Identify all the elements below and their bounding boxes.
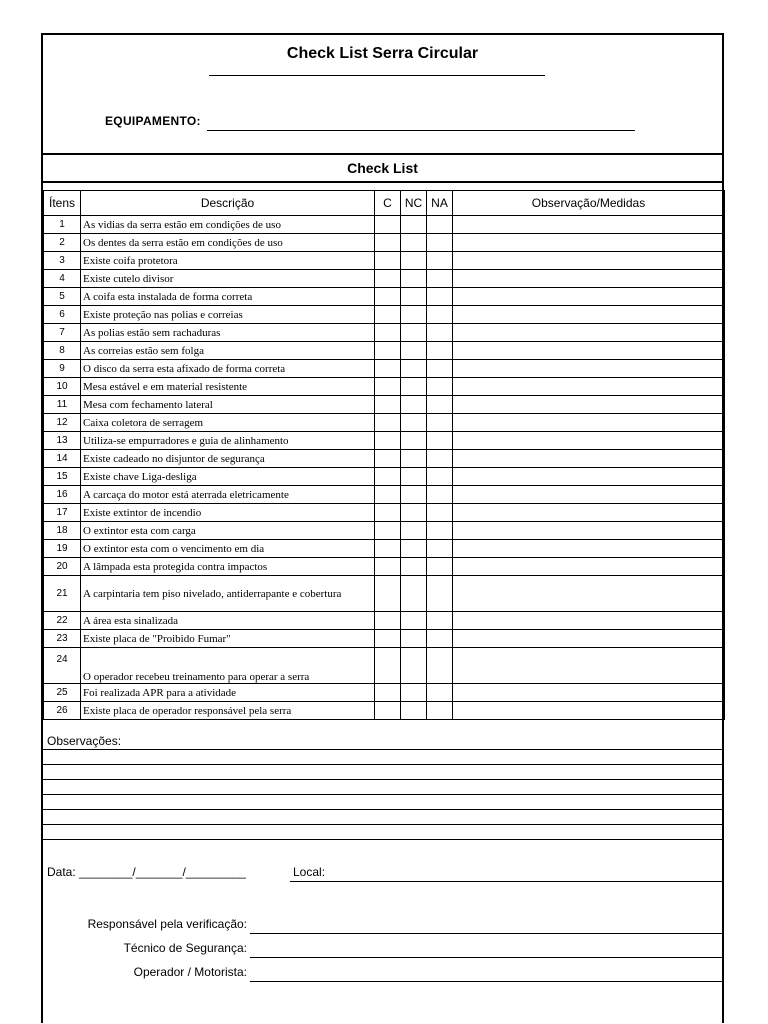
item-description: Existe proteção nas polias e correias: [81, 306, 375, 324]
check-cell-na[interactable]: [427, 702, 453, 720]
check-cell-c[interactable]: [375, 252, 401, 270]
check-cell-nc[interactable]: [401, 396, 427, 414]
check-cell-na[interactable]: [427, 522, 453, 540]
item-description: A lâmpada esta protegida contra impactos: [81, 558, 375, 576]
item-number: 18: [44, 522, 81, 540]
check-cell-c[interactable]: [375, 576, 401, 612]
check-cell-c[interactable]: [375, 540, 401, 558]
observacao-cell[interactable]: [453, 288, 725, 306]
check-cell-nc[interactable]: [401, 342, 427, 360]
observacao-cell[interactable]: [453, 486, 725, 504]
section-title: Check List: [347, 160, 418, 176]
check-cell-c[interactable]: [375, 360, 401, 378]
item-description: As vidias da serra estão em condições de uso: [81, 216, 375, 234]
responsavel-label: Responsável pela verificação:: [87, 917, 247, 931]
data-field[interactable]: Data: ________/_______/_________: [47, 865, 246, 879]
check-cell-nc[interactable]: [401, 306, 427, 324]
form-title: Check List Serra Circular: [286, 45, 479, 62]
observacao-line[interactable]: [43, 839, 722, 840]
title-underline: [209, 75, 545, 76]
item-number: 6: [44, 306, 81, 324]
check-cell-na[interactable]: [427, 234, 453, 252]
table-row: [44, 252, 725, 270]
item-number: 11: [44, 396, 81, 414]
item-number: 10: [44, 378, 81, 396]
item-number: 19: [44, 540, 81, 558]
check-cell-c[interactable]: [375, 324, 401, 342]
check-cell-nc[interactable]: [401, 540, 427, 558]
item-description: Existe placa de "Proibido Fumar": [81, 630, 375, 648]
item-number: 24: [44, 648, 81, 684]
check-cell-c[interactable]: [375, 522, 401, 540]
observacao-cell[interactable]: [453, 360, 725, 378]
item-description: As correias estão sem folga: [81, 342, 375, 360]
observacao-cell[interactable]: [453, 540, 725, 558]
check-cell-na[interactable]: [427, 450, 453, 468]
section-divider: [43, 153, 722, 155]
check-cell-c[interactable]: [375, 630, 401, 648]
check-cell-na[interactable]: [427, 648, 453, 684]
check-cell-nc[interactable]: [401, 648, 427, 684]
item-description: A coifa esta instalada de forma correta: [81, 288, 375, 306]
observacoes-label: Observações:: [47, 734, 122, 748]
check-cell-na[interactable]: [427, 342, 453, 360]
check-cell-c[interactable]: [375, 414, 401, 432]
equipment-field-line[interactable]: [207, 130, 635, 131]
item-number: 16: [44, 486, 81, 504]
check-cell-nc[interactable]: [401, 234, 427, 252]
item-description: O operador recebeu treinamento para operar a serra: [81, 648, 375, 684]
item-number: 5: [44, 288, 81, 306]
table-row: [44, 612, 725, 630]
check-cell-na[interactable]: [427, 288, 453, 306]
item-number: 25: [44, 684, 81, 702]
item-description: Existe cadeado no disjuntor de segurança: [81, 450, 375, 468]
observacao-cell[interactable]: [453, 378, 725, 396]
section-divider: [43, 181, 722, 183]
observacao-cell[interactable]: [453, 558, 725, 576]
item-number: 21: [44, 576, 81, 612]
item-description: Existe cutelo divisor: [81, 270, 375, 288]
check-cell-na[interactable]: [427, 468, 453, 486]
check-cell-c[interactable]: [375, 612, 401, 630]
table-row: [44, 648, 725, 684]
checklist-table: [43, 190, 725, 720]
observacao-line[interactable]: [43, 794, 722, 795]
check-cell-c[interactable]: [375, 432, 401, 450]
column-header-c: C: [375, 191, 401, 216]
table-row: [44, 432, 725, 450]
table-row: [44, 486, 725, 504]
check-cell-na[interactable]: [427, 504, 453, 522]
item-description: A área esta sinalizada: [81, 612, 375, 630]
item-description: Existe placa de operador responsável pela serra: [81, 702, 375, 720]
check-cell-na[interactable]: [427, 216, 453, 234]
observacao-cell[interactable]: [453, 306, 725, 324]
table-row: [44, 324, 725, 342]
observacao-cell[interactable]: [453, 702, 725, 720]
table-row: [44, 342, 725, 360]
item-number: 20: [44, 558, 81, 576]
check-cell-nc[interactable]: [401, 378, 427, 396]
table-row: [44, 414, 725, 432]
check-cell-nc[interactable]: [401, 324, 427, 342]
check-cell-nc[interactable]: [401, 450, 427, 468]
check-cell-nc[interactable]: [401, 684, 427, 702]
item-description: O disco da serra esta afixado de forma correta: [81, 360, 375, 378]
item-number: 26: [44, 702, 81, 720]
table-row: [44, 468, 725, 486]
table-row: [44, 702, 725, 720]
item-number: 2: [44, 234, 81, 252]
table-row: [44, 576, 725, 612]
checklist-form: [41, 33, 724, 1023]
check-cell-na[interactable]: [427, 306, 453, 324]
table-header-row: [44, 191, 725, 216]
table-row: [44, 234, 725, 252]
item-description: Foi realizada APR para a atividade: [81, 684, 375, 702]
item-description: A carpintaria tem piso nivelado, antiderrapante e cobertura: [81, 576, 375, 612]
check-cell-na[interactable]: [427, 612, 453, 630]
item-number: 9: [44, 360, 81, 378]
operador-signature-line[interactable]: [250, 981, 724, 982]
check-cell-na[interactable]: [427, 252, 453, 270]
check-cell-c[interactable]: [375, 558, 401, 576]
table-row: [44, 630, 725, 648]
check-cell-nc[interactable]: [401, 576, 427, 612]
table-row: [44, 360, 725, 378]
check-cell-na[interactable]: [427, 486, 453, 504]
item-description: O extintor esta com o vencimento em dia: [81, 540, 375, 558]
observacao-line[interactable]: [43, 779, 722, 780]
table-row: [44, 522, 725, 540]
check-cell-na[interactable]: [427, 270, 453, 288]
observacao-cell[interactable]: [453, 216, 725, 234]
check-cell-na[interactable]: [427, 414, 453, 432]
item-description: Caixa coletora de serragem: [81, 414, 375, 432]
item-description: A carcaça do motor está aterrada eletricamente: [81, 486, 375, 504]
item-description: As polias estão sem rachaduras: [81, 324, 375, 342]
item-description: Existe extintor de incendio: [81, 504, 375, 522]
check-cell-nc[interactable]: [401, 702, 427, 720]
observacao-cell[interactable]: [453, 324, 725, 342]
check-cell-c[interactable]: [375, 216, 401, 234]
item-description: O extintor esta com carga: [81, 522, 375, 540]
table-row: [44, 540, 725, 558]
observacao-cell[interactable]: [453, 630, 725, 648]
check-cell-nc[interactable]: [401, 468, 427, 486]
column-header-itens: Ítens: [44, 191, 81, 216]
check-cell-nc[interactable]: [401, 270, 427, 288]
check-cell-c[interactable]: [375, 288, 401, 306]
item-number: 13: [44, 432, 81, 450]
observacao-cell[interactable]: [453, 576, 725, 612]
observacao-cell[interactable]: [453, 270, 725, 288]
check-cell-na[interactable]: [427, 540, 453, 558]
table-row: [44, 684, 725, 702]
observacao-cell[interactable]: [453, 522, 725, 540]
item-number: 12: [44, 414, 81, 432]
check-cell-na[interactable]: [427, 630, 453, 648]
observacao-cell[interactable]: [453, 234, 725, 252]
check-cell-c[interactable]: [375, 234, 401, 252]
item-number: 8: [44, 342, 81, 360]
check-cell-c[interactable]: [375, 378, 401, 396]
observacao-cell[interactable]: [453, 684, 725, 702]
item-number: 22: [44, 612, 81, 630]
check-cell-nc[interactable]: [401, 558, 427, 576]
observacao-cell[interactable]: [453, 468, 725, 486]
table-row: [44, 288, 725, 306]
observacao-cell[interactable]: [453, 396, 725, 414]
observacao-cell[interactable]: [453, 450, 725, 468]
observacao-line[interactable]: [43, 749, 722, 750]
check-cell-na[interactable]: [427, 432, 453, 450]
check-cell-c[interactable]: [375, 468, 401, 486]
check-cell-nc[interactable]: [401, 522, 427, 540]
check-cell-c[interactable]: [375, 306, 401, 324]
check-cell-nc[interactable]: [401, 504, 427, 522]
check-cell-c[interactable]: [375, 648, 401, 684]
local-field-line[interactable]: [290, 881, 724, 882]
check-cell-nc[interactable]: [401, 288, 427, 306]
observacao-cell[interactable]: [453, 432, 725, 450]
check-cell-c[interactable]: [375, 684, 401, 702]
item-number: 7: [44, 324, 81, 342]
item-description: Os dentes da serra estão em condições de uso: [81, 234, 375, 252]
check-cell-nc[interactable]: [401, 414, 427, 432]
item-number: 14: [44, 450, 81, 468]
local-label: Local:: [293, 865, 326, 879]
observacao-cell[interactable]: [453, 504, 725, 522]
observacao-cell[interactable]: [453, 414, 725, 432]
observacao-line[interactable]: [43, 824, 722, 825]
check-cell-c[interactable]: [375, 270, 401, 288]
responsavel-signature-line[interactable]: [250, 933, 724, 934]
item-number: 1: [44, 216, 81, 234]
observacao-line[interactable]: [43, 809, 722, 810]
check-cell-na[interactable]: [427, 324, 453, 342]
check-cell-na[interactable]: [427, 360, 453, 378]
column-header-nc: NC: [401, 191, 427, 216]
check-cell-na[interactable]: [427, 396, 453, 414]
check-cell-c[interactable]: [375, 702, 401, 720]
equipment-label: EQUIPAMENTO:: [105, 114, 201, 128]
item-number: 17: [44, 504, 81, 522]
observacao-cell[interactable]: [453, 342, 725, 360]
observacao-cell[interactable]: [453, 648, 725, 684]
item-description: Mesa estável e em material resistente: [81, 378, 375, 396]
check-cell-na[interactable]: [427, 558, 453, 576]
check-cell-c[interactable]: [375, 396, 401, 414]
table-row: [44, 504, 725, 522]
item-number: 15: [44, 468, 81, 486]
operador-label: Operador / Motorista:: [133, 965, 247, 979]
table-row: [44, 306, 725, 324]
observacao-line[interactable]: [43, 764, 722, 765]
check-cell-c[interactable]: [375, 450, 401, 468]
check-cell-nc[interactable]: [401, 360, 427, 378]
check-cell-na[interactable]: [427, 576, 453, 612]
column-header-na: NA: [427, 191, 453, 216]
column-header-observacao: Observação/Medidas: [453, 191, 725, 216]
table-row: [44, 558, 725, 576]
tecnico-label: Técnico de Segurança:: [123, 941, 247, 955]
check-cell-c[interactable]: [375, 504, 401, 522]
check-cell-na[interactable]: [427, 684, 453, 702]
item-description: Existe chave Liga-desliga: [81, 468, 375, 486]
check-cell-nc[interactable]: [401, 486, 427, 504]
check-cell-nc[interactable]: [401, 252, 427, 270]
table-row: [44, 378, 725, 396]
observacao-cell[interactable]: [453, 612, 725, 630]
check-cell-c[interactable]: [375, 486, 401, 504]
observacao-cell[interactable]: [453, 252, 725, 270]
check-cell-c[interactable]: [375, 342, 401, 360]
tecnico-signature-line[interactable]: [250, 957, 724, 958]
check-cell-nc[interactable]: [401, 216, 427, 234]
check-cell-nc[interactable]: [401, 630, 427, 648]
table-row: [44, 450, 725, 468]
column-header-descricao: Descrição: [81, 191, 375, 216]
check-cell-na[interactable]: [427, 378, 453, 396]
item-description: Utiliza-se empurradores e guia de alinhamento: [81, 432, 375, 450]
check-cell-nc[interactable]: [401, 612, 427, 630]
table-row: [44, 216, 725, 234]
table-row: [44, 396, 725, 414]
item-description: Mesa com fechamento lateral: [81, 396, 375, 414]
check-cell-nc[interactable]: [401, 432, 427, 450]
item-number: 23: [44, 630, 81, 648]
item-number: 4: [44, 270, 81, 288]
item-description: Existe coifa protetora: [81, 252, 375, 270]
table-row: [44, 270, 725, 288]
item-number: 3: [44, 252, 81, 270]
